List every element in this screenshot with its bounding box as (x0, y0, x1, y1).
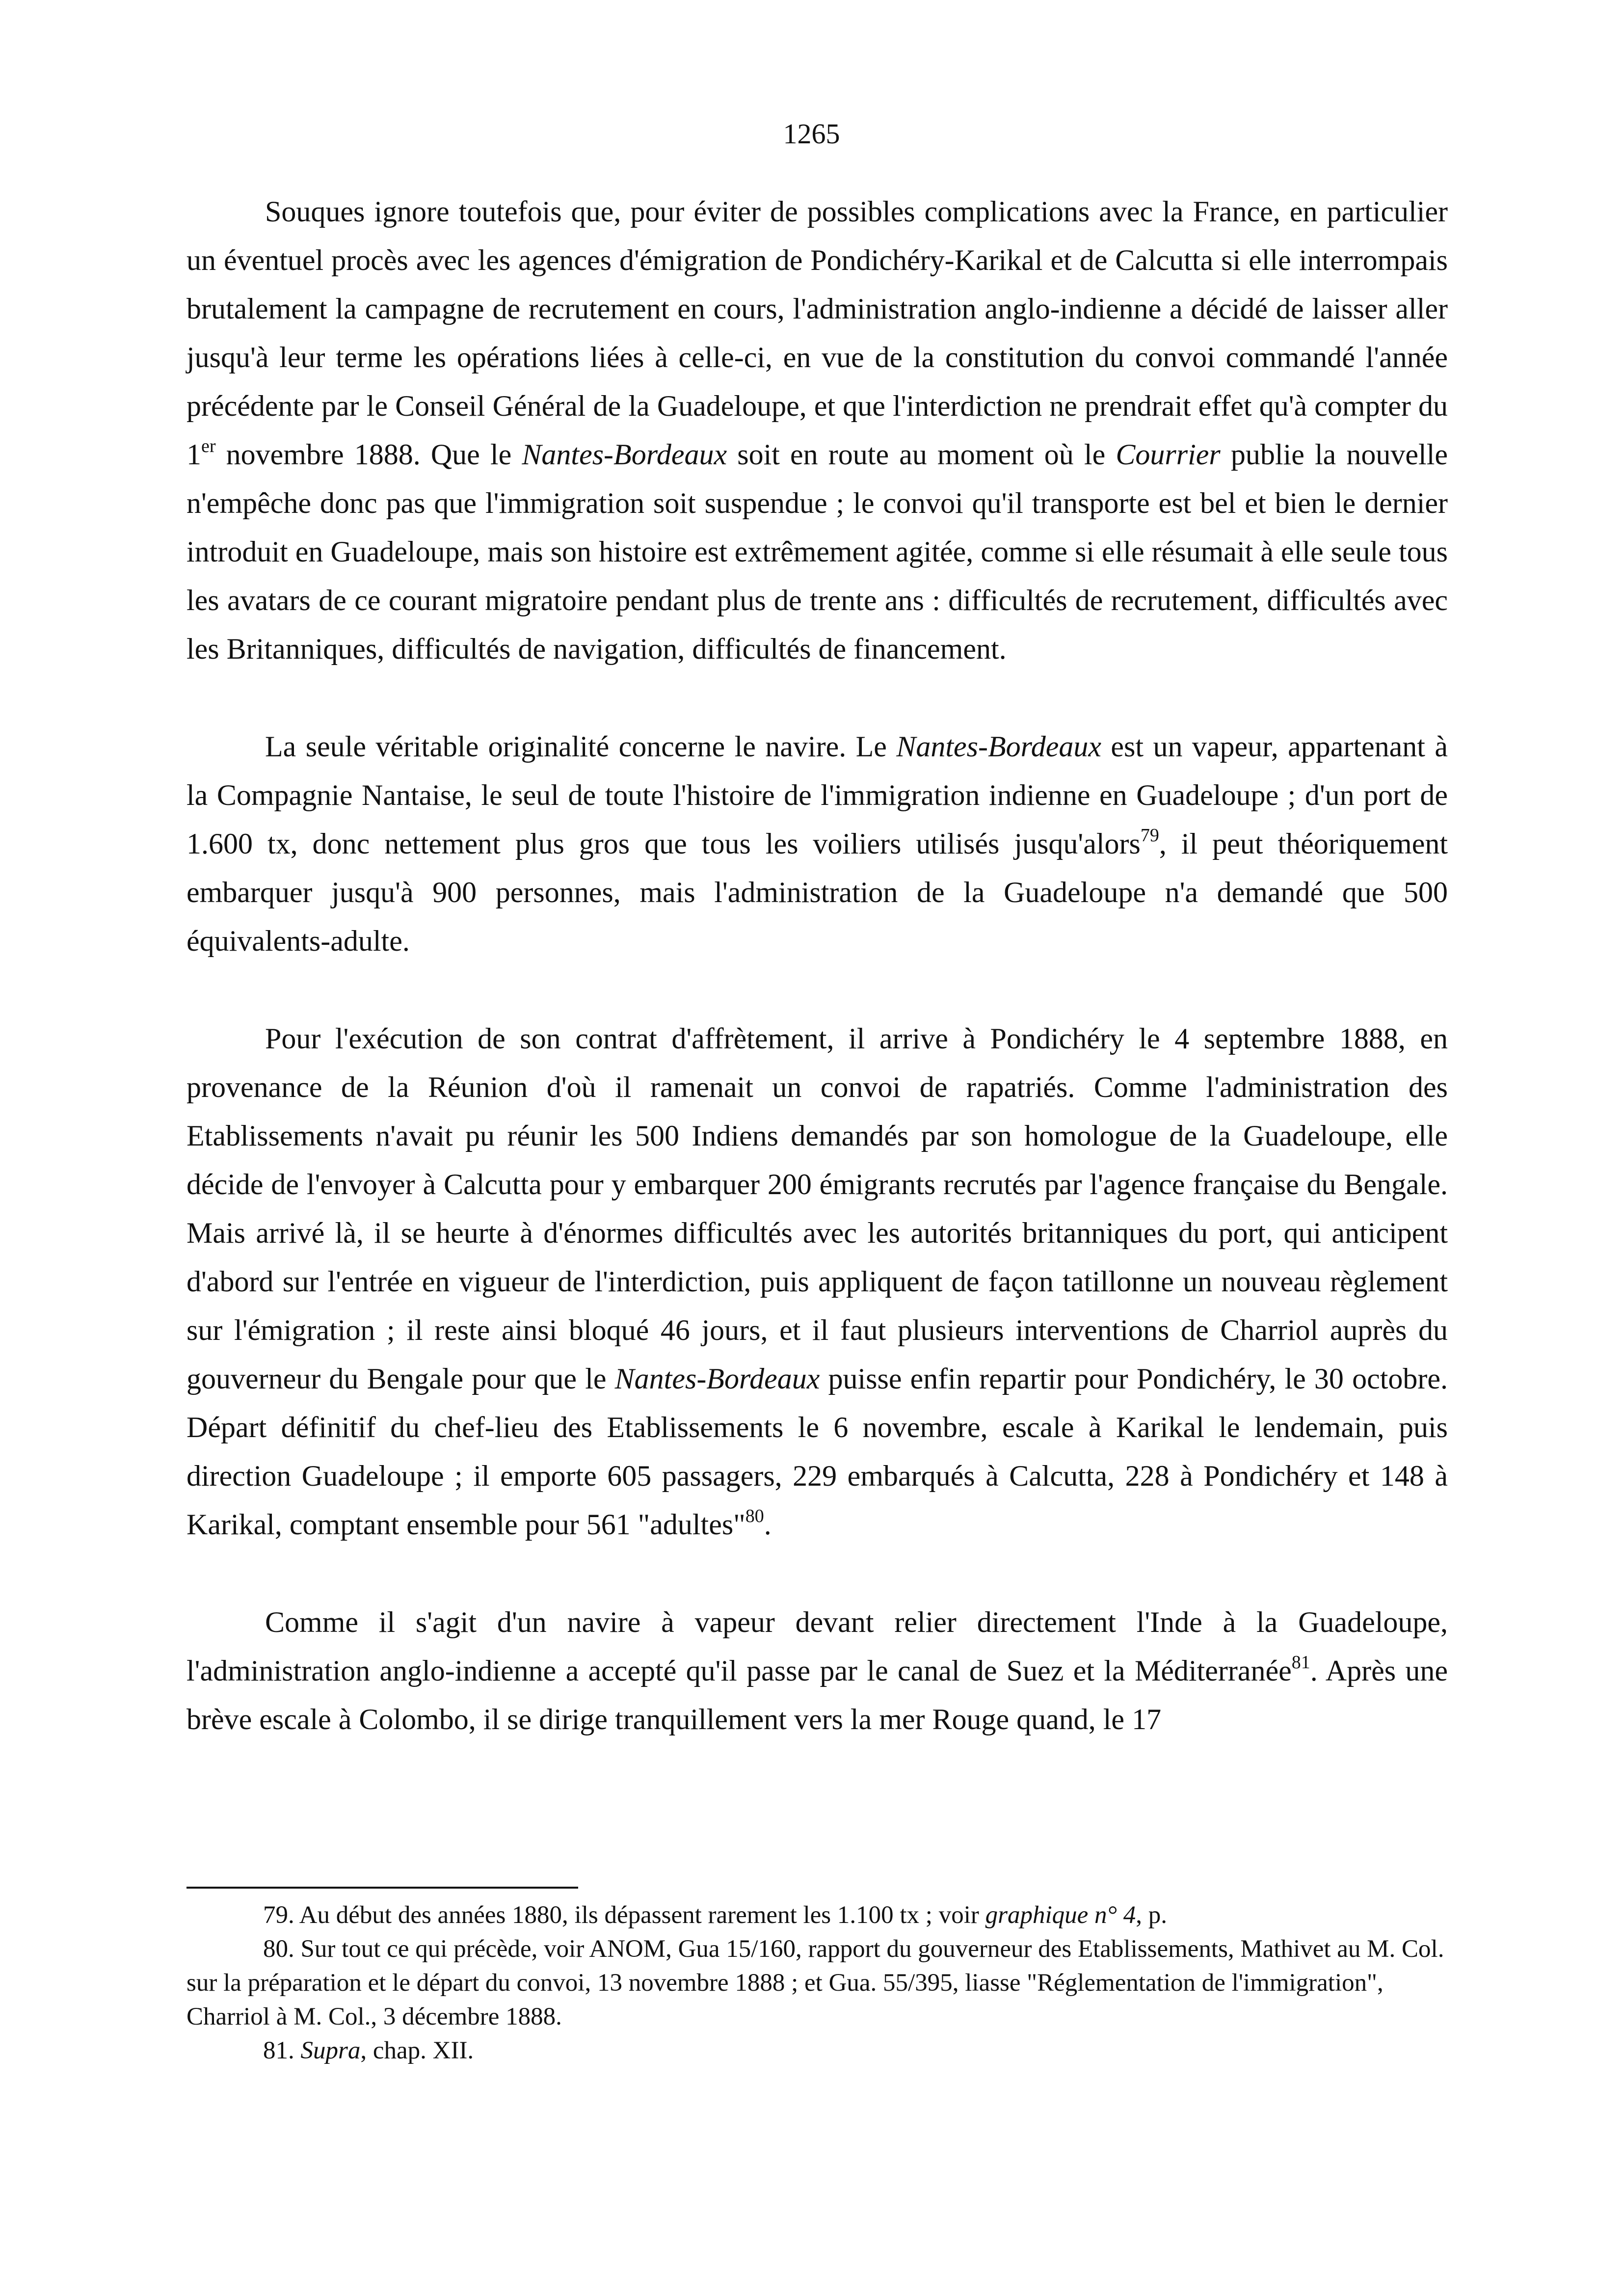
text-run: Souques ignore toutefois que, pour éviter de possibles complications avec la France, en particulier un éventuel procès avec les agences d'émigration de Pondichéry-Karikal et de Calcutta si elle interrompais brutalement la campagne de recrutement en cours, l'administration anglo-indienne a décidé de laisser aller jusqu'à leur terme les opérations liées à celle-ci, en vue de la constitution du convoi commandé l'année précédente par le Conseil Général de la Guadeloupe, et que l'interdiction ne prendrait effet qu'à compter du 1 (186, 195, 1448, 471)
footnote-ref[interactable]: 80 (745, 1506, 764, 1526)
footnote-text: , chap. XII. (360, 2037, 474, 2064)
page-number: 1265 (783, 118, 840, 150)
paragraph (186, 1015, 1448, 1549)
footnote-separator (186, 1887, 578, 1889)
footnote-italic: Supra (300, 2037, 361, 2064)
ship-name: Nantes-Bordeaux (522, 438, 727, 471)
footnote-italic: graphique n° 4 (985, 1901, 1136, 1929)
footnotes (186, 1898, 1448, 2068)
text-run: . (764, 1508, 772, 1541)
newspaper-name: Courrier (1116, 438, 1221, 471)
ordinal-superscript: er (201, 436, 216, 456)
paragraph (186, 722, 1448, 965)
footnote-ref[interactable]: 81 (1291, 1652, 1310, 1673)
footnote (186, 2034, 1448, 2068)
body-text (186, 187, 1448, 1744)
footnote-text: 80. Sur tout ce qui précède, voir ANOM, Gua 15/160, rapport du gouverneur des Etablissements, Mathivet au M. Col. sur la préparation et le départ du convoi, 13 novembre 1888 ; et Gua. 55/395, liasse "Réglementation de l'immigration", Charriol à M. Col., 3 décembre 1888. (186, 1935, 1444, 2030)
text-run: . Après une brève escale à Colombo, il se dirige tranquillement vers la mer Rouge quand, le 17 (186, 1655, 1448, 1735)
ship-name: Nantes-Bordeaux (896, 730, 1101, 763)
footnote-text: , p. (1136, 1901, 1167, 1929)
paragraph (186, 1598, 1448, 1744)
text-run: soit en route au moment où le (727, 438, 1116, 471)
text-run: puisse enfin repartir pour Pondichéry, le 30 octobre. Départ définitif du chef-lieu des Etablissements le 6 novembre, escale à Karikal le lendemain, puis direction Guadeloupe ; il emporte 605 passagers, 229 embarqués à Calcutta, 228 à Pondichéry et 148 à Karikal, comptant ensemble pour 561 "adultes" (186, 1362, 1448, 1541)
footnote (186, 1932, 1448, 2034)
text-run: Pour l'exécution de son contrat d'affrètement, il arrive à Pondichéry le 4 septembre 1888, en provenance de la Réunion d'où il ramenait un convoi de rapatriés. Comme l'administration des Etablissements n'avait pu réunir les 500 Indiens demandés par son homologue de la Guadeloupe, elle décide de l'envoyer à Calcutta pour y embarquer 200 émigrants recrutés par l'agence française du Bengale. Mais arrivé là, il se heurte à d'énormes difficultés avec les autorités britanniques du port, qui anticipent d'abord sur l'entrée en vigueur de l'interdiction, puis appliquent de façon tatillonne un nouveau règlement sur l'émigration ; il reste ainsi bloqué 46 jours, et il faut plusieurs interventions de Charriol auprès du gouverneur du Bengale pour que le (186, 1022, 1448, 1395)
text-run: La seule véritable originalité concerne le navire. Le (265, 730, 897, 763)
text-run: , il peut théoriquement embarquer jusqu'à 900 personnes, mais l'administration de la Guadeloupe n'a demandé que 500 équivalents-adulte. (186, 828, 1448, 957)
footnote (186, 1898, 1448, 1932)
paragraph (186, 187, 1448, 673)
text-run: est un vapeur, appartenant à la Compagnie Nantaise, le seul de toute l'histoire de l'immigration indienne en Guadeloupe ; d'un port de 1.600 tx, donc nettement plus gros que tous les voiliers utilisés jusqu'alors (186, 730, 1448, 860)
footnote-ref[interactable]: 79 (1140, 825, 1159, 846)
text-run: Comme il s'agit d'un navire à vapeur devant relier directement l'Inde à la Guadeloupe, l'administration anglo-indienne a accepté qu'il passe par le canal de Suez et la Méditerranée (186, 1606, 1448, 1687)
text-run: novembre 1888. Que le (215, 438, 522, 471)
ship-name: Nantes-Bordeaux (614, 1362, 820, 1395)
text-run: publie la nouvelle n'empêche donc pas que l'immigration soit suspendue ; le convoi qu'il transporte est bel et bien le dernier introduit en Guadeloupe, mais son histoire est extrêmement agitée, comme si elle résumait à elle seule tous les avatars de ce courant migratoire pendant plus de trente ans : difficultés de recrutement, difficultés avec les Britanniques, difficultés de navigation, difficultés de financement. (186, 438, 1448, 665)
footnote-text: 79. Au début des années 1880, ils dépassent rarement les 1.100 tx ; voir (263, 1901, 985, 1929)
footnote-text: 81. (263, 2037, 301, 2064)
